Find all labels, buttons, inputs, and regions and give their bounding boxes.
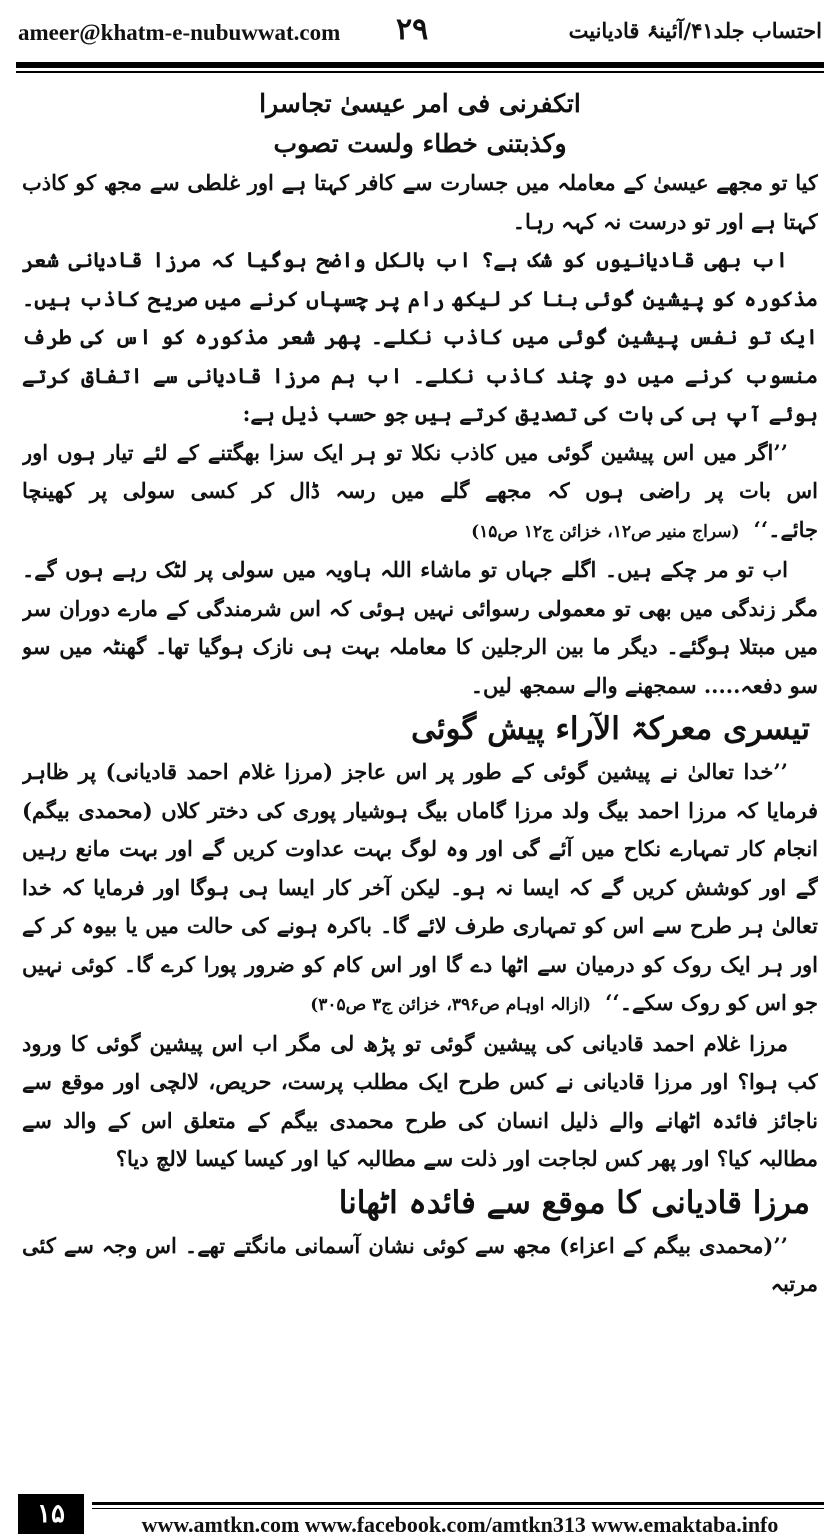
paragraph-verse-translation: کیا تو مجھے عیسیٰ کے معاملہ میں جسارت سے کافر کہتا ہے اور غلطی سے مجھ کو کاذب کہتا ہے اور تو درست نہ کہہ رہا۔ [22, 170, 818, 234]
header-divider-thin [16, 71, 824, 73]
quote-2-citation: (ازالہ اوہام ص۳۹۶، خزائن ج۳ ص۳۰۵) [310, 995, 592, 1015]
quote-1-citation: (سراج منیر ص۱۲، خزائن ج۱۲ ص۱۵) [471, 521, 740, 542]
quote-1-text: ’’اگر میں اس پیشین گوئی میں کاذب نکلا تو ہر ایک سزا بھگتنے کے لئے تیار ہوں اور اس بات پر راضی ہوں کہ مجھے گلے میں رسہ ڈال کر کسی سولی پر کھینچا جائے۔‘‘ [22, 439, 818, 542]
quote-2-text: ’’خدا تعالیٰ نے پیشین گوئی کے طور پر اس عاجز (مرزا غلام احمد قادیانی) پر ظاہر فرمایا کہ مرزا احمد بیگ ولد مرزا گاماں بیگ ہوشیار پوری کی دختر کلاں (محمدی بیگم) انجام کار تمہارے نکاح میں آئے گی اور وہ لوگ بہت عداوت کریں گے اور بہت مانع رہیں گے اور کوشش کریں گے کہ ایسا نہ ہو۔ لیکن آخر کار ایسا ہی ہوگا اور فرمایا کہ خدا تعالیٰ ہر طرح سے اس کو تمہاری طرف لائے گا۔ باکرہ ہونے کی حالت میں یا بیوہ کر کے اور ہر ایک روک کو درمیان سے اٹھا دے گا اور اس کام کو ضرور پورا کرے گا۔ کوئی نہیں جو اس کو روک سکے۔‘‘ [22, 759, 818, 1015]
header-divider [16, 62, 824, 68]
header-page-number: ۲۹ [396, 12, 429, 47]
footer-page-number: ۱۵ [18, 1494, 84, 1534]
header-book-title: احتساب جلد۴۱/آئینۂ قادیانیت [568, 18, 822, 43]
section-heading-third-prophecy: تیسری معرکۃ الآراء پیش گوئی [411, 711, 810, 747]
paragraph-final-line: ’’(محمدی بیگم کے اعزاء) مجھ سے کوئی نشان آسمانی مانگتے تھے۔ اس وجہ سے کئی مرتبہ [22, 1232, 818, 1296]
paragraph-after-quote-1: اب تو مر چکے ہیں۔ اگلے جہاں تو ماشاء اللہ ہاویہ میں سولی پر لٹک رہے ہوں گے۔ مگر زندگی میں بھی تو معمولی رسوائی نہیں ہوئی کہ اس شرمندگی کے مارے دوران سر میں مبتلا ہوگئے۔ دیگر ما بین الرجلین کا معاملہ بہت ہی نازک ہوگیا تھا۔ گھنٹہ میں سو سو دفعہ..... سمجھنے والے سمجھ لیں۔ [22, 557, 818, 698]
paragraph-commentary: اب بھی قادیانیوں کو شک ہے؟ اب بالکل واضح ہوگیا کہ مرزا قادیانی شعر مذکورہ کو پیشین گوئی بنا کر لیکھ رام پر چسپاں کرنے میں صریح کاذب ہیں۔ ایک تو نفس پیشین گوئی میں کاذب نکلے۔ پھر شعر مذکورہ کو اس کی طرف منسوب کرنے میں دو چند کاذب نکلے۔ اب ہم مرزا قادیانی سے اتفاق کرتے ہوئے آپ ہی کی بات کی تصدیق کرتے ہیں جو حسب ذیل ہے: [22, 247, 818, 426]
page-header [18, 10, 822, 54]
footer-urls[interactable]: www.amtkn.com www.facebook.com/amtkn313 www.emaktaba.info [141, 1512, 779, 1537]
verse-line-2: وکذبتنی خطاء ولست تصوب [273, 129, 567, 158]
footer-divider [92, 1502, 824, 1505]
section-heading-opportunity: مرزا قادیانی کا موقع سے فائدہ اٹھانا [338, 1184, 810, 1221]
footer-divider-thin [92, 1508, 824, 1509]
verse-line-1: اتکفرنی فی امر عیسیٰ تجاسرا [259, 89, 581, 118]
header-email[interactable]: ameer@khatm-e-nubuwwat.com [18, 20, 341, 45]
page-body [22, 84, 818, 1502]
quote-block-1 [22, 434, 818, 552]
paragraph-after-quote-2: مرزا غلام احمد قادیانی کی پیشین گوئی تو پڑھ لی مگر اب اس پیشین گوئی کا ورود کب ہوا؟ اور مرزا قادیانی نے کس طرح ایک مطلب پرست، حریص، لالچی اور موقع سے ناجائز فائدہ اٹھانے والے ذلیل انسان کی طرح محمدی بیگم کے متعلق اس کے والد سے مطالبہ کیا؟ اور پھر کس لجاجت اور ذلت سے مطالبہ کیا اور کیسا کیسا لالچ دیا؟ [22, 1030, 818, 1171]
quote-block-2 [22, 753, 818, 1025]
